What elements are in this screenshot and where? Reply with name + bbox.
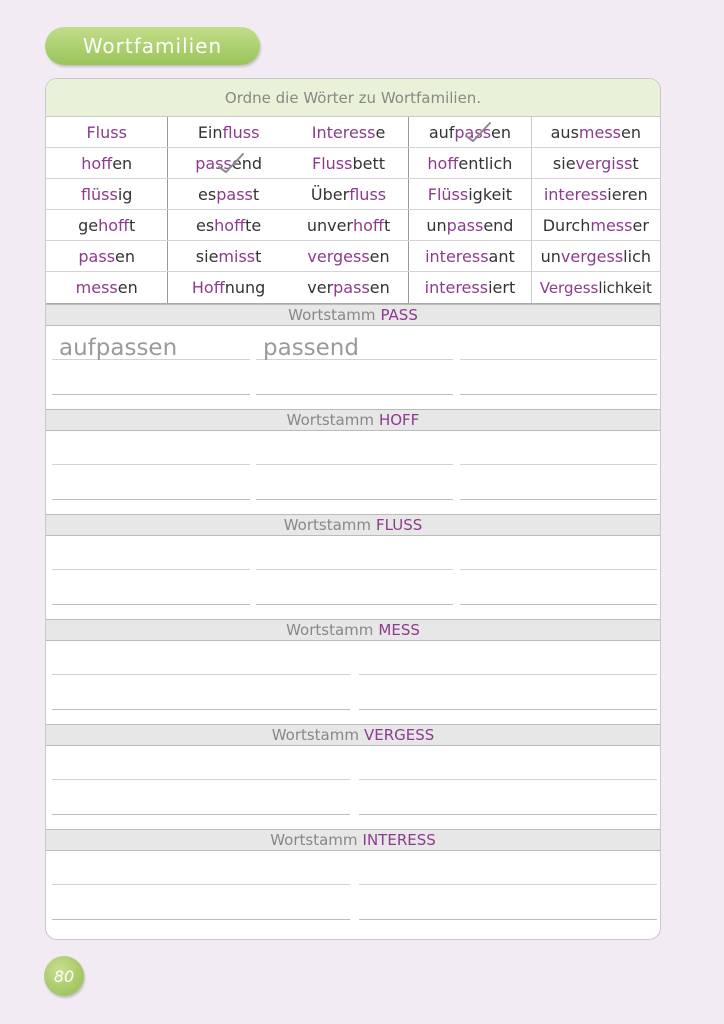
section-label: Wortstamm bbox=[283, 516, 372, 534]
word-stem: mess bbox=[578, 122, 622, 142]
grid-row bbox=[46, 148, 660, 179]
instruction: Ordne die Wörter zu Wortfamilien. bbox=[46, 79, 660, 117]
word-suffix: igkeit bbox=[468, 184, 513, 204]
word-cell[interactable] bbox=[289, 272, 409, 303]
word-stem: pass bbox=[333, 278, 370, 297]
word-stem: vergess bbox=[307, 246, 370, 266]
sections-container bbox=[46, 304, 660, 934]
word-stem: Fluss bbox=[86, 122, 127, 142]
word-stem: Fluss bbox=[312, 153, 353, 173]
word-stem: flüss bbox=[80, 184, 118, 204]
word-stem: pass bbox=[454, 122, 492, 142]
writing-line bbox=[460, 394, 657, 395]
word-prefix: auf bbox=[428, 122, 455, 142]
writing-line bbox=[359, 779, 657, 780]
word-prefix: es bbox=[198, 184, 217, 204]
writing-line bbox=[460, 359, 657, 360]
word-cell[interactable] bbox=[168, 117, 288, 147]
writing-line bbox=[460, 604, 657, 605]
writing-area[interactable] bbox=[46, 431, 660, 514]
word-suffix: iert bbox=[488, 278, 516, 297]
writing-line bbox=[52, 814, 350, 815]
exercise-card bbox=[45, 78, 661, 940]
word-stem: mess bbox=[75, 278, 118, 297]
word-cell[interactable] bbox=[289, 148, 409, 178]
section-header-pass bbox=[46, 304, 660, 326]
word-prefix: es bbox=[195, 215, 215, 235]
word-suffix: en bbox=[112, 153, 133, 173]
writing-line bbox=[256, 499, 453, 500]
page-title: Wortfamilien bbox=[45, 27, 260, 65]
word-suffix: en bbox=[621, 122, 641, 142]
section-label: Wortstamm bbox=[286, 621, 374, 639]
word-suffix: te bbox=[245, 215, 262, 235]
section-header-hoff bbox=[46, 409, 660, 431]
grid-row bbox=[46, 179, 660, 210]
section-label: Wortstamm bbox=[271, 726, 359, 744]
writing-line bbox=[52, 569, 250, 570]
writing-area[interactable] bbox=[46, 641, 660, 724]
word-prefix: sie bbox=[195, 246, 219, 266]
word-prefix: aus bbox=[550, 122, 579, 142]
writing-line bbox=[52, 919, 350, 920]
word-stem: interess bbox=[425, 246, 489, 266]
word-suffix: ieren bbox=[607, 184, 648, 204]
word-cell[interactable] bbox=[46, 241, 168, 271]
word-cell[interactable] bbox=[168, 210, 288, 240]
section-label: Wortstamm bbox=[288, 306, 376, 324]
word-prefix: un bbox=[540, 246, 561, 266]
section-stem: MESS bbox=[378, 621, 420, 639]
writing-line bbox=[460, 569, 657, 570]
word-cell[interactable] bbox=[409, 179, 531, 209]
word-stem: Interess bbox=[311, 122, 376, 142]
word-cell[interactable] bbox=[46, 272, 168, 303]
word-stem: hoff bbox=[81, 153, 113, 173]
word-suffix: en bbox=[115, 246, 136, 266]
word-stem: mess bbox=[590, 215, 633, 235]
section-stem: VERGESS bbox=[363, 726, 435, 744]
word-prefix: un bbox=[426, 215, 447, 235]
writing-line bbox=[52, 884, 350, 885]
writing-line bbox=[256, 604, 453, 605]
word-cell[interactable] bbox=[168, 179, 288, 209]
grid-row bbox=[46, 241, 660, 272]
writing-line bbox=[359, 919, 657, 920]
word-stem: hoff bbox=[427, 153, 459, 173]
word-stem: vergiss bbox=[575, 153, 633, 173]
writing-area[interactable] bbox=[46, 746, 660, 829]
word-cell[interactable] bbox=[532, 117, 660, 147]
word-cell[interactable] bbox=[289, 179, 409, 209]
word-suffix: t bbox=[255, 246, 262, 266]
word-stem: hoff bbox=[352, 215, 384, 235]
word-cell[interactable] bbox=[409, 117, 531, 147]
word-cell[interactable] bbox=[168, 272, 288, 303]
word-suffix: en bbox=[369, 278, 390, 297]
section-label: Wortstamm bbox=[286, 411, 374, 429]
grid-row bbox=[46, 272, 660, 303]
word-stem: miss bbox=[218, 246, 256, 266]
section-header-fluss bbox=[46, 514, 660, 536]
writing-area[interactable] bbox=[46, 536, 660, 619]
word-cell[interactable] bbox=[532, 179, 660, 209]
sample-answer: aufpassen bbox=[59, 335, 178, 361]
word-cell[interactable] bbox=[168, 241, 288, 271]
word-cell[interactable] bbox=[46, 179, 168, 209]
word-stem: pass bbox=[195, 153, 232, 173]
word-grid bbox=[46, 117, 660, 304]
writing-line bbox=[359, 884, 657, 885]
page-number: 80 bbox=[44, 956, 84, 996]
writing-line bbox=[52, 674, 350, 675]
word-cell[interactable] bbox=[409, 210, 531, 240]
word-suffix: end bbox=[483, 215, 514, 235]
word-cell[interactable] bbox=[532, 241, 660, 271]
word-prefix: Über bbox=[310, 184, 350, 204]
word-stem: Hoff bbox=[191, 278, 225, 297]
writing-area[interactable] bbox=[46, 326, 660, 409]
writing-line bbox=[359, 674, 657, 675]
word-stem: pass bbox=[78, 246, 116, 266]
word-suffix: nung bbox=[224, 278, 266, 297]
section-label: Wortstamm bbox=[270, 831, 358, 849]
word-cell[interactable] bbox=[289, 241, 409, 271]
word-prefix: ver bbox=[307, 278, 334, 297]
word-cell[interactable] bbox=[532, 272, 660, 303]
writing-line bbox=[460, 499, 657, 500]
writing-line bbox=[52, 394, 250, 395]
word-suffix: t bbox=[632, 153, 639, 173]
word-cell[interactable] bbox=[532, 148, 660, 178]
writing-line bbox=[256, 569, 453, 570]
word-suffix: er bbox=[632, 215, 649, 235]
word-suffix: t bbox=[129, 215, 136, 235]
word-cell[interactable] bbox=[46, 148, 168, 178]
word-suffix: end bbox=[231, 153, 262, 173]
sample-answer: passend bbox=[263, 335, 359, 361]
word-suffix: lichkeit bbox=[598, 278, 652, 297]
word-cell[interactable] bbox=[409, 241, 531, 271]
word-stem: pass bbox=[216, 184, 253, 204]
word-stem: vergess bbox=[560, 246, 624, 266]
word-stem: interess bbox=[543, 184, 608, 204]
word-stem: interess bbox=[424, 278, 489, 297]
section-stem: INTERESS bbox=[362, 831, 436, 849]
word-suffix: t bbox=[252, 184, 260, 204]
section-header-interess bbox=[46, 829, 660, 851]
section-stem: HOFF bbox=[378, 411, 420, 429]
word-stem: hoff bbox=[214, 215, 246, 235]
writing-line bbox=[52, 709, 350, 710]
word-prefix: Ein bbox=[197, 122, 223, 142]
word-stem: Flüss bbox=[427, 184, 469, 204]
word-suffix: lich bbox=[623, 246, 651, 266]
writing-line bbox=[256, 394, 453, 395]
writing-line bbox=[52, 499, 250, 500]
word-suffix: en bbox=[491, 122, 512, 142]
word-cell[interactable] bbox=[289, 210, 409, 240]
word-suffix: ig bbox=[117, 184, 133, 204]
writing-line bbox=[52, 779, 350, 780]
section-header-mess bbox=[46, 619, 660, 641]
word-suffix: e bbox=[375, 122, 386, 142]
word-prefix: Durch bbox=[542, 215, 591, 235]
word-stem: Vergess bbox=[539, 278, 599, 297]
writing-line bbox=[256, 464, 453, 465]
word-suffix: en bbox=[369, 246, 390, 266]
word-cell[interactable] bbox=[409, 148, 531, 178]
writing-line bbox=[359, 709, 657, 710]
grid-row bbox=[46, 210, 660, 241]
section-stem: FLUSS bbox=[376, 516, 423, 534]
word-stem: fluss bbox=[222, 122, 260, 142]
word-stem: fluss bbox=[349, 184, 387, 204]
word-cell[interactable] bbox=[46, 117, 168, 147]
word-cell[interactable] bbox=[46, 210, 168, 240]
word-stem: pass bbox=[446, 215, 484, 235]
word-cell[interactable] bbox=[168, 148, 288, 178]
writing-line bbox=[460, 464, 657, 465]
word-suffix: t bbox=[383, 215, 391, 235]
writing-line bbox=[52, 464, 250, 465]
writing-area[interactable] bbox=[46, 851, 660, 934]
grid-row bbox=[46, 117, 660, 148]
word-prefix: ge bbox=[78, 215, 99, 235]
word-cell[interactable] bbox=[409, 272, 531, 303]
word-suffix: ant bbox=[488, 246, 515, 266]
word-cell[interactable] bbox=[289, 117, 409, 147]
word-suffix: bett bbox=[352, 153, 386, 173]
word-prefix: sie bbox=[552, 153, 576, 173]
writing-line bbox=[52, 604, 250, 605]
word-suffix: entlich bbox=[458, 153, 513, 173]
word-prefix: unver bbox=[306, 215, 353, 235]
word-cell[interactable] bbox=[532, 210, 660, 240]
section-stem: PASS bbox=[380, 306, 418, 324]
word-suffix: en bbox=[117, 278, 138, 297]
section-header-vergess bbox=[46, 724, 660, 746]
word-stem: hoff bbox=[98, 215, 130, 235]
writing-line bbox=[359, 814, 657, 815]
